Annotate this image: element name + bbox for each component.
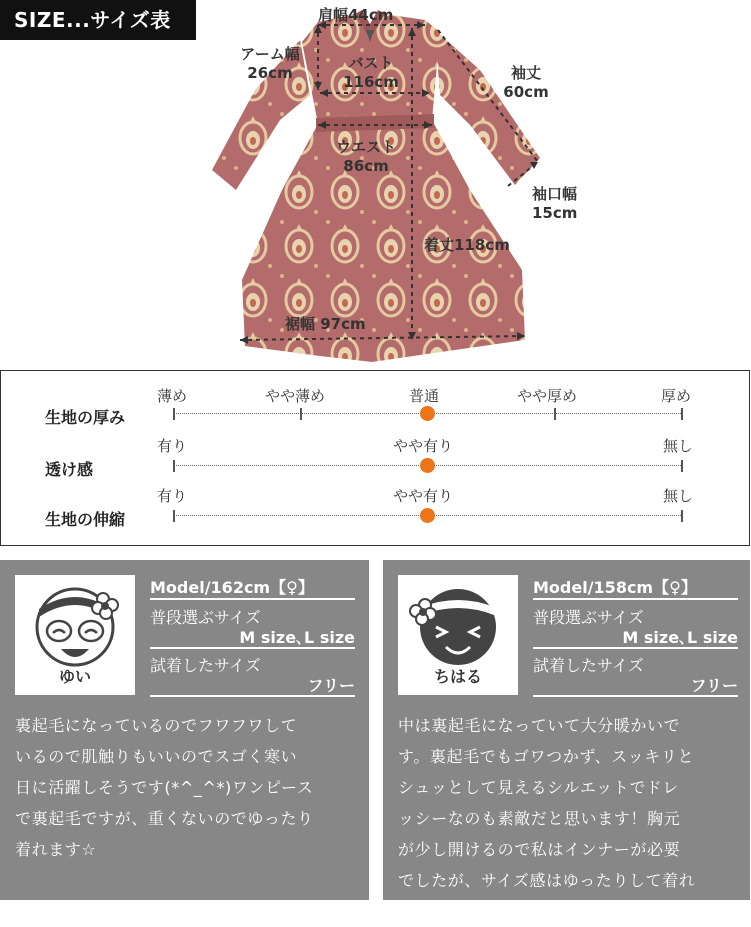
size-chart-title: SIZE...サイズ表 (0, 0, 196, 40)
scale-label: 無し (663, 437, 694, 455)
model-name: ゆい (58, 667, 91, 686)
scale-tick (173, 510, 175, 522)
model-avatar (398, 575, 518, 695)
usual-size-value: M size､L size (239, 628, 355, 647)
arm-width-label (232, 45, 308, 83)
divider (533, 647, 738, 649)
divider (150, 647, 355, 649)
usual-size-value: M size､L size (622, 628, 738, 647)
scale-tick (681, 460, 683, 472)
tried-size-label: 試着したサイズ (150, 656, 261, 675)
shoulder-width-label: 肩幅44cm (318, 6, 394, 24)
scale-label: 厚め (661, 387, 692, 405)
comment-line: 着れます☆ (15, 840, 97, 859)
scale-label: やや有り (393, 487, 454, 505)
scale-label: やや有り (393, 437, 454, 455)
model-comment (398, 710, 695, 927)
model-height-line: Model/158cm【♀】 (533, 578, 697, 597)
comment-line: で裏起毛ですが、重くないのでゆったり (15, 809, 314, 828)
model-face-icon (15, 575, 135, 675)
sleeve-length-value: 60cm (503, 83, 549, 101)
scale-tick (554, 408, 556, 420)
scale-tick (681, 510, 683, 522)
fabric-row-stretch (1, 485, 751, 543)
waist-value: 86cm (343, 157, 389, 175)
bust-value: 116cm (343, 73, 399, 91)
usual-size-label: 普段選ぶサイズ (150, 608, 261, 627)
scale-label: 有り (157, 487, 188, 505)
row-label: 透け感 (45, 460, 94, 479)
model-card-yui (0, 560, 369, 900)
arm-width-value: 26cm (247, 64, 293, 82)
comment-line: 中は裏起毛になっていて大分暖かいで (398, 716, 681, 735)
comment-line: ッシーなのも素敵だと思います！胸元 (398, 809, 681, 828)
model-name: ちはる (433, 667, 482, 686)
comment-line: 裏起毛になっているのでフワフワして (15, 716, 298, 735)
stretch-level-dot (420, 508, 435, 523)
total-length-label: 着丈118cm (424, 236, 510, 254)
model-avatar (15, 575, 135, 695)
comment-line: でしたが、サイズ感はゆったりして着れ (398, 871, 696, 890)
sheerness-level-dot (420, 458, 435, 473)
arm-width-title: アーム幅 (240, 45, 300, 63)
row-label: 生地の伸縮 (45, 510, 126, 529)
scale-tick (173, 408, 175, 420)
model-card-chiharu (383, 560, 750, 921)
tried-size-value: フリー (307, 676, 355, 695)
waist-label (326, 138, 406, 176)
comment-line: ました！ (398, 902, 465, 921)
scale-label: 薄め (157, 387, 188, 405)
comment-line: シュッとして見えるシルエットでドレ (398, 778, 679, 797)
divider (533, 695, 738, 697)
divider (150, 598, 355, 600)
usual-size-label: 普段選ぶサイズ (533, 608, 644, 627)
thickness-level-dot (420, 406, 435, 421)
scale-label: 有り (157, 437, 188, 455)
scale-tick (681, 408, 683, 420)
waist-title: ウエスト (335, 138, 396, 156)
comment-line: す。裏起毛でもゴワつかず、スッキリと (398, 747, 695, 766)
model-face-icon (398, 575, 518, 675)
cuff-width-title: 袖口幅 (532, 185, 578, 203)
scale-tick (300, 408, 302, 420)
scale-label: やや厚め (517, 387, 578, 405)
cuff-width-value: 15cm (532, 204, 578, 222)
scale-label: やや薄め (265, 387, 326, 405)
scale-label: 普通 (409, 387, 440, 405)
divider (150, 695, 355, 697)
bust-title: バスト (348, 54, 394, 72)
model-height-line: Model/162cm【♀】 (150, 578, 314, 597)
divider (533, 598, 738, 600)
row-label: 生地の厚み (45, 408, 126, 427)
size-section (0, 0, 750, 362)
comment-line: が少し開けるので私はインナーが必要 (398, 840, 681, 859)
tried-size-value: フリー (690, 676, 738, 695)
sleeve-length-label (500, 64, 552, 102)
comment-line: いるので肌触りもいいのでスゴく寒い (15, 747, 298, 766)
comment-line: 日に活躍しそうです(*^_^*)ワンピース (15, 778, 314, 797)
scale-tick (173, 460, 175, 472)
hem-width-label: 裾幅 97cm (285, 315, 366, 333)
sleeve-length-title: 袖丈 (510, 64, 541, 82)
scale-label: 無し (663, 487, 694, 505)
fabric-properties-table (0, 370, 750, 546)
bust-label (334, 54, 408, 92)
model-comment (15, 710, 314, 865)
tried-size-label: 試着したサイズ (533, 656, 644, 675)
cuff-width-label (532, 185, 577, 223)
